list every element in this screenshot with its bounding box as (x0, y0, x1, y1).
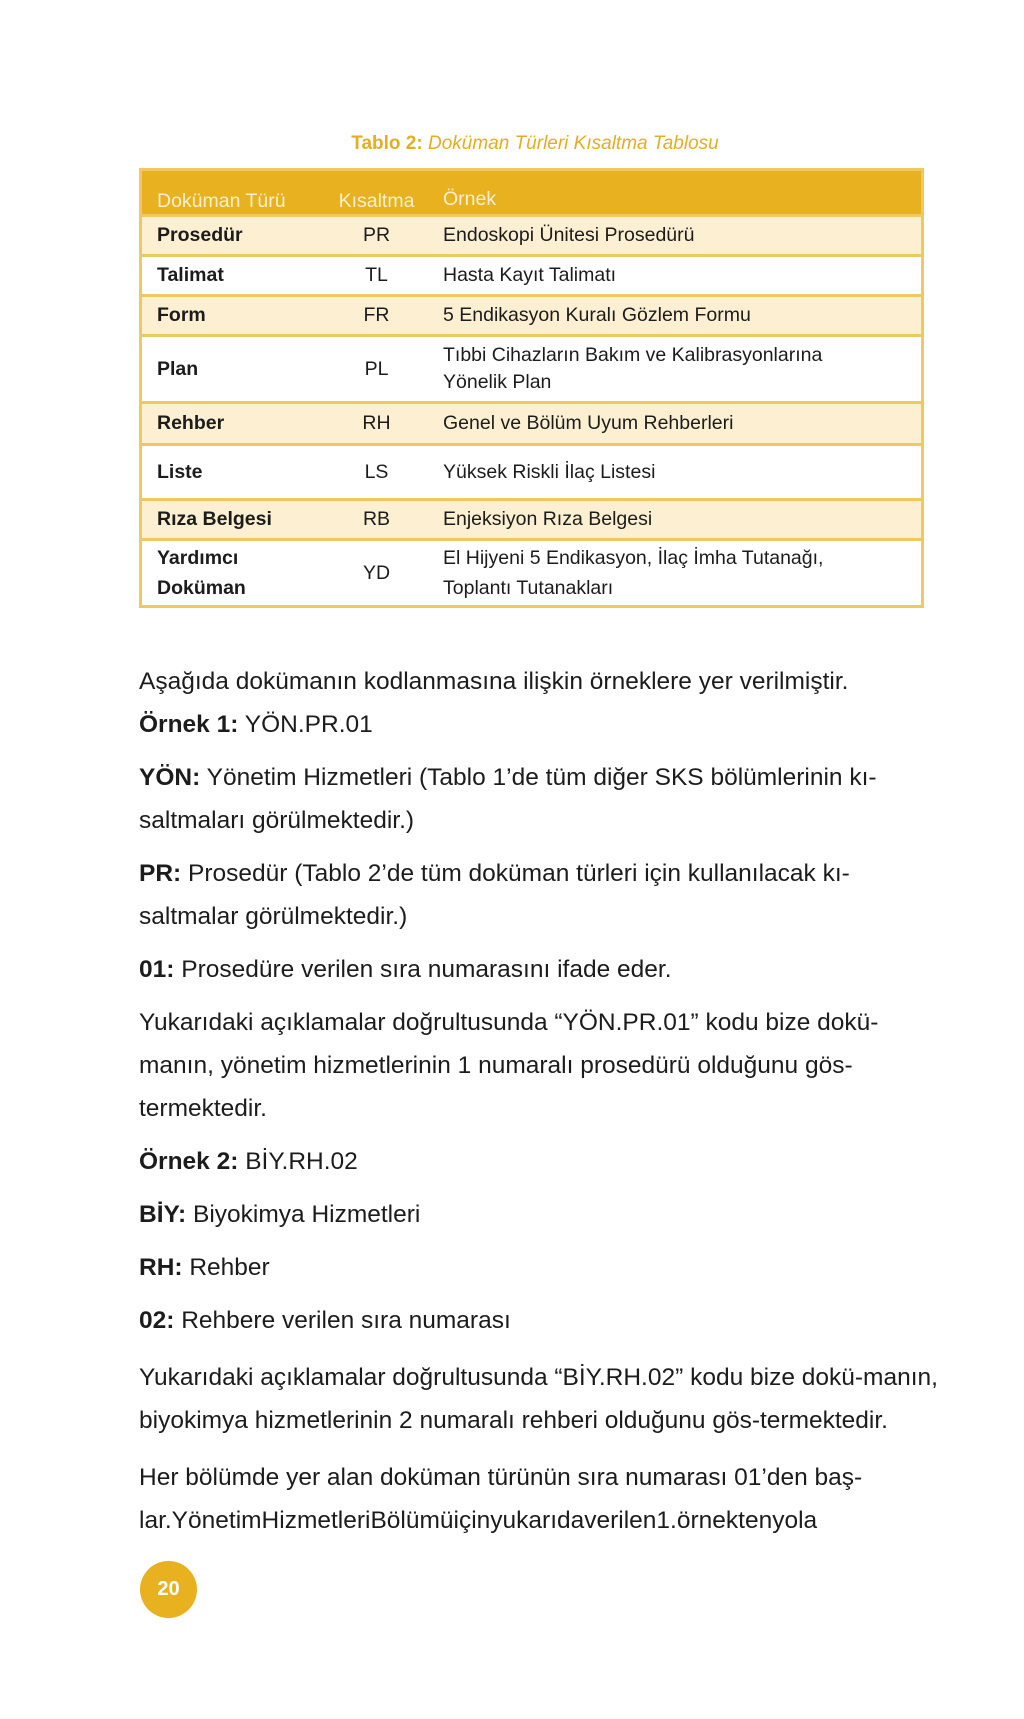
row-example: 5 Endikasyon Kuralı Gözlem Formu (443, 304, 751, 326)
yon-definition (139, 756, 939, 842)
biy-label: BİY: (139, 1201, 187, 1228)
row-abbr: PR (362, 224, 391, 246)
row-example: El Hijyeni 5 Endikasyon, İlaç İmha Tutanağı, Toplantı Tutanakları (443, 547, 824, 599)
row-type: Liste (157, 460, 203, 483)
row-type: Yardımcı Doküman (157, 547, 246, 599)
row-type: Prosedür (157, 224, 243, 246)
pr-text: Prosedür (Tablo 2’de tüm doküman türleri için kullanılacak kı-saltmalar görülmektedir.) (139, 860, 850, 930)
biy-definition (139, 1193, 939, 1236)
table-row (142, 443, 921, 498)
example-1-line (139, 703, 939, 746)
example-1-code: YÖN.PR.01 (244, 711, 373, 738)
body-text (139, 660, 939, 1542)
row-type: Rıza Belgesi (157, 508, 272, 530)
table-row (142, 214, 921, 254)
yon-text: Yönetim Hizmetleri (Tablo 1’de tüm diğer SKS bölümlerinin kı-saltmaları görülmektedir.) (139, 764, 877, 834)
n02-label: 02: (139, 1307, 175, 1334)
row-example: Yüksek Riskli İlaç Listesi (443, 460, 656, 483)
row-example: Hasta Kayıt Talimatı (443, 264, 617, 286)
pr-definition (139, 852, 939, 938)
n02-text: Rehbere verilen sıra numarası (181, 1307, 511, 1334)
example-1-label: Örnek 1: (139, 711, 239, 738)
row-abbr: PL (364, 357, 389, 380)
n02-definition (139, 1299, 939, 1342)
page-number: 20 (157, 1578, 180, 1600)
row-example: Tıbbi Cihazların Bakım ve Kalibrasyonlarına Yönelik Plan (443, 344, 823, 393)
row-abbr: LS (364, 460, 389, 483)
example-2-line (139, 1140, 939, 1183)
example-2-code: BİY.RH.02 (245, 1148, 358, 1175)
row-abbr: RH (362, 412, 391, 434)
rh-definition (139, 1246, 939, 1289)
n01-text: Prosedüre verilen sıra numarasını ifade eder. (181, 956, 672, 983)
header-example: Örnek (443, 188, 497, 210)
row-type: Rehber (157, 412, 225, 434)
page-number-badge (140, 1561, 197, 1618)
caption-label: Tablo 2: (351, 133, 423, 154)
row-abbr: FR (363, 304, 390, 326)
row-example: Genel ve Bölüm Uyum Rehberleri (443, 412, 734, 434)
header-abbr: Kısaltma (338, 190, 415, 212)
row-abbr: TL (365, 264, 388, 286)
rh-text: Rehber (189, 1254, 270, 1281)
row-example: Enjeksiyon Rıza Belgesi (443, 508, 653, 530)
explanation-1: Yukarıdaki açıklamalar doğrultusunda “YÖN.PR.01” kodu bize dokü-manın, yönetim hizmetlerinin 1 numaralı prosedürü olduğunu gös-termektedir. (139, 1009, 879, 1122)
table-header-row (142, 171, 921, 214)
explanation-2: Yukarıdaki açıklamalar doğrultusunda “BİY.RH.02” kodu bize dokü-manın, biyokimya hizmetlerinin 2 numaralı rehberi olduğunu gös-termektedir. (139, 1364, 938, 1434)
table-row (142, 254, 921, 294)
n01-label: 01: (139, 956, 175, 983)
biy-text: Biyokimya Hizmetleri (193, 1201, 421, 1228)
rh-label: RH: (139, 1254, 183, 1281)
n01-definition (139, 948, 939, 991)
table-row (142, 401, 921, 443)
row-example: Endoskopi Ünitesi Prosedürü (443, 224, 695, 246)
pr-label: PR: (139, 860, 182, 887)
row-abbr: YD (362, 562, 391, 584)
row-type: Plan (157, 357, 199, 380)
intro-paragraph: Aşağıda dokümanın kodlanmasına ilişkin örneklere yer verilmiştir. (139, 668, 849, 695)
document-types-table (139, 168, 924, 608)
row-abbr: RB (362, 508, 391, 530)
table-row (142, 334, 921, 401)
header-type: Doküman Türü (157, 190, 286, 212)
caption-title: Doküman Türleri Kısaltma Tablosu (427, 133, 719, 154)
table-caption (0, 133, 1024, 155)
yon-label: YÖN: (139, 764, 201, 791)
row-type: Talimat (157, 264, 224, 286)
closing-line-2: lar.YönetimHizmetleriBölümüiçinyukarıdaverilen1.örnektenyola (139, 1507, 818, 1534)
table-row (142, 538, 921, 605)
row-type: Form (157, 304, 206, 326)
table-row (142, 294, 921, 334)
closing-line-1: Her bölümde yer alan doküman türünün sıra numarası 01’den baş- (139, 1464, 863, 1491)
example-2-label: Örnek 2: (139, 1148, 239, 1175)
table-row (142, 498, 921, 538)
